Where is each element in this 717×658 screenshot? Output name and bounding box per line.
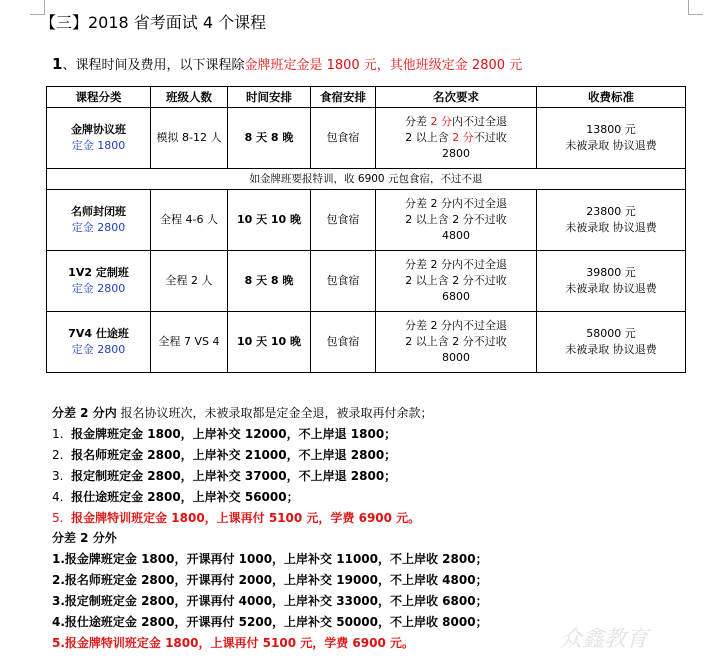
list-item: 3.报定制班定金 2800，开课再付 4000，上岸补交 33000，不上岸收 6800； bbox=[52, 594, 488, 608]
fee-note: 未被录取 协议退费 bbox=[565, 221, 657, 234]
item-number: 2. bbox=[52, 448, 64, 462]
item-number: 3. bbox=[52, 469, 64, 483]
list-item: 5.报金牌特训班定金 1800，上课再付 5100 元，学费 6900 元。 bbox=[52, 636, 414, 650]
fee-amount: 58000 元 bbox=[586, 327, 636, 340]
lodging-cell: 包食宿 bbox=[311, 312, 376, 373]
lodging-cell: 包食宿 bbox=[311, 190, 376, 251]
fee-note: 未被录取 协议退费 bbox=[565, 139, 657, 152]
rank-text: 不过收 bbox=[473, 131, 507, 144]
rank-charge: 6800 bbox=[442, 290, 470, 303]
item-text: 报金牌特训班定金 1800，上课再付 5100 元，学费 6900 元。 bbox=[71, 511, 421, 525]
fee-amount: 13800 元 bbox=[586, 123, 636, 136]
rank-charge: 8000 bbox=[442, 351, 470, 364]
item-number: 5. bbox=[52, 511, 64, 525]
rank-line-1: 分差 2 分内不过全退 bbox=[405, 319, 507, 332]
item-number: 1. bbox=[52, 427, 64, 441]
item-text: 报名师班定金 2800，上岸补交 21000，不上岸退 2800； bbox=[71, 448, 397, 462]
rank-requirement-cell bbox=[376, 190, 537, 251]
header-rank-requirement: 名次要求 bbox=[376, 87, 537, 108]
rank-line-1 bbox=[378, 114, 534, 130]
rank-line-2: 2 以上含 2 分不过收 bbox=[405, 335, 507, 348]
section-heading bbox=[52, 54, 522, 73]
within-heading bbox=[52, 403, 433, 424]
course-name: 金牌协议班 bbox=[71, 123, 126, 136]
watermark-logo: 众鑫教育 bbox=[560, 627, 649, 652]
list-item: 2.报名师班定金 2800，开课再付 2000，上岸补交 19000，不上岸收 4800； bbox=[52, 573, 488, 587]
course-category-cell bbox=[47, 108, 151, 169]
within-title: 分差 2 分内 bbox=[52, 406, 117, 420]
course-name: 7V4 仕途班 bbox=[68, 327, 129, 340]
outside-2-points-section bbox=[52, 528, 488, 654]
rank-text: 2 以上含 bbox=[405, 131, 453, 144]
section-heading-text: 、课程时间及费用，以下课程除 bbox=[62, 58, 245, 73]
rank-charge: 4800 bbox=[442, 229, 470, 242]
header-lodging: 食宿安排 bbox=[311, 87, 376, 108]
lodging-cell: 包食宿 bbox=[311, 251, 376, 312]
schedule-cell: 8 天 8 晚 bbox=[228, 251, 311, 312]
fee-cell bbox=[537, 108, 686, 169]
header-class-size: 班级人数 bbox=[151, 87, 228, 108]
deposit-highlight: 金牌班定金是 1800 元，其他班级定金 2800 元 bbox=[244, 58, 523, 73]
class-size-cell: 模拟 8-12 人 bbox=[151, 108, 228, 169]
lodging-cell: 包食宿 bbox=[311, 108, 376, 169]
course-category-cell bbox=[47, 312, 151, 373]
course-deposit: 定金 2800 bbox=[71, 343, 126, 356]
gold-training-note: 如金牌班要报特训，收 6900 元包食宿，不过不退 bbox=[47, 169, 686, 190]
table-row bbox=[47, 251, 686, 312]
list-item bbox=[52, 424, 433, 445]
rank-line-1: 分差 2 分内不过全退 bbox=[405, 197, 507, 210]
class-size-cell: 全程 4-6 人 bbox=[151, 190, 228, 251]
list-item: 1.报金牌班定金 1800，开课再付 1000，上岸补交 11000，不上岸收 2800； bbox=[52, 552, 488, 566]
schedule-cell: 8 天 8 晚 bbox=[228, 108, 311, 169]
header-fee: 收费标准 bbox=[537, 87, 686, 108]
list-item bbox=[52, 466, 433, 487]
class-size-cell: 全程 7 VS 4 bbox=[151, 312, 228, 373]
item-text: 报定制班定金 2800，上岸补交 37000，不上岸退 2800； bbox=[71, 469, 397, 483]
page-corner-mark-right bbox=[688, 0, 703, 15]
list-item bbox=[52, 508, 433, 529]
within-description: 报名协议班次，未被录取都是定金全退，被录取再付余款； bbox=[116, 406, 433, 420]
class-size-cell: 全程 2 人 bbox=[151, 251, 228, 312]
item-text: 报金牌班定金 1800，上岸补交 12000，不上岸退 1800； bbox=[71, 427, 397, 441]
header-course-category: 课程分类 bbox=[47, 87, 151, 108]
table-row bbox=[47, 108, 686, 169]
header-schedule: 时间安排 bbox=[228, 87, 311, 108]
rank-highlight: 2 分 bbox=[452, 131, 474, 144]
list-item bbox=[52, 487, 433, 508]
list-item bbox=[52, 445, 433, 466]
course-deposit: 定金 2800 bbox=[71, 221, 126, 234]
rank-line-1: 分差 2 分内不过全退 bbox=[405, 258, 507, 271]
course-deposit: 定金 2800 bbox=[71, 282, 126, 295]
fee-amount: 23800 元 bbox=[586, 205, 636, 218]
fee-cell bbox=[537, 312, 686, 373]
item-text: 报仕途班定金 2800，上岸补交 56000； bbox=[71, 490, 299, 504]
course-deposit: 定金 1800 bbox=[71, 139, 126, 152]
rank-text: 分差 bbox=[405, 115, 431, 128]
table-header-row bbox=[47, 87, 686, 108]
course-name: 名师封闭班 bbox=[71, 205, 126, 218]
fee-note: 未被录取 协议退费 bbox=[565, 343, 657, 356]
rank-highlight: 2 分 bbox=[430, 115, 452, 128]
course-category-cell bbox=[47, 190, 151, 251]
table-note-row bbox=[47, 169, 686, 190]
outside-title: 分差 2 分外 bbox=[52, 531, 117, 545]
rank-requirement-cell bbox=[376, 251, 537, 312]
rank-requirement-cell bbox=[376, 108, 537, 169]
rank-requirement-cell bbox=[376, 312, 537, 373]
within-2-points-section bbox=[52, 403, 433, 529]
course-category-cell bbox=[47, 251, 151, 312]
schedule-cell: 10 天 10 晚 bbox=[228, 312, 311, 373]
course-table bbox=[46, 86, 686, 373]
list-item: 4.报仕途班定金 2800，开课再付 5200，上岸补交 50000，不上岸收 8000； bbox=[52, 615, 488, 629]
section-number: 1 bbox=[52, 55, 63, 73]
fee-cell bbox=[537, 251, 686, 312]
rank-line-2: 2 以上含 2 分不过收 bbox=[405, 274, 507, 287]
table-row bbox=[47, 312, 686, 373]
fee-cell bbox=[537, 190, 686, 251]
item-number: 4. bbox=[52, 490, 64, 504]
course-name: 1V2 定制班 bbox=[68, 266, 129, 279]
table-row bbox=[47, 190, 686, 251]
rank-line-2: 2 以上含 2 分不过收 bbox=[405, 213, 507, 226]
fee-amount: 39800 元 bbox=[586, 266, 636, 279]
rank-line-2 bbox=[378, 130, 534, 146]
document-title: 【三】2018 省考面试 4 个课程 bbox=[40, 13, 267, 32]
fee-note: 未被录取 协议退费 bbox=[565, 282, 657, 295]
rank-text: 内不过全退 bbox=[452, 115, 507, 128]
rank-charge: 2800 bbox=[442, 147, 470, 160]
schedule-cell: 10 天 10 晚 bbox=[228, 190, 311, 251]
